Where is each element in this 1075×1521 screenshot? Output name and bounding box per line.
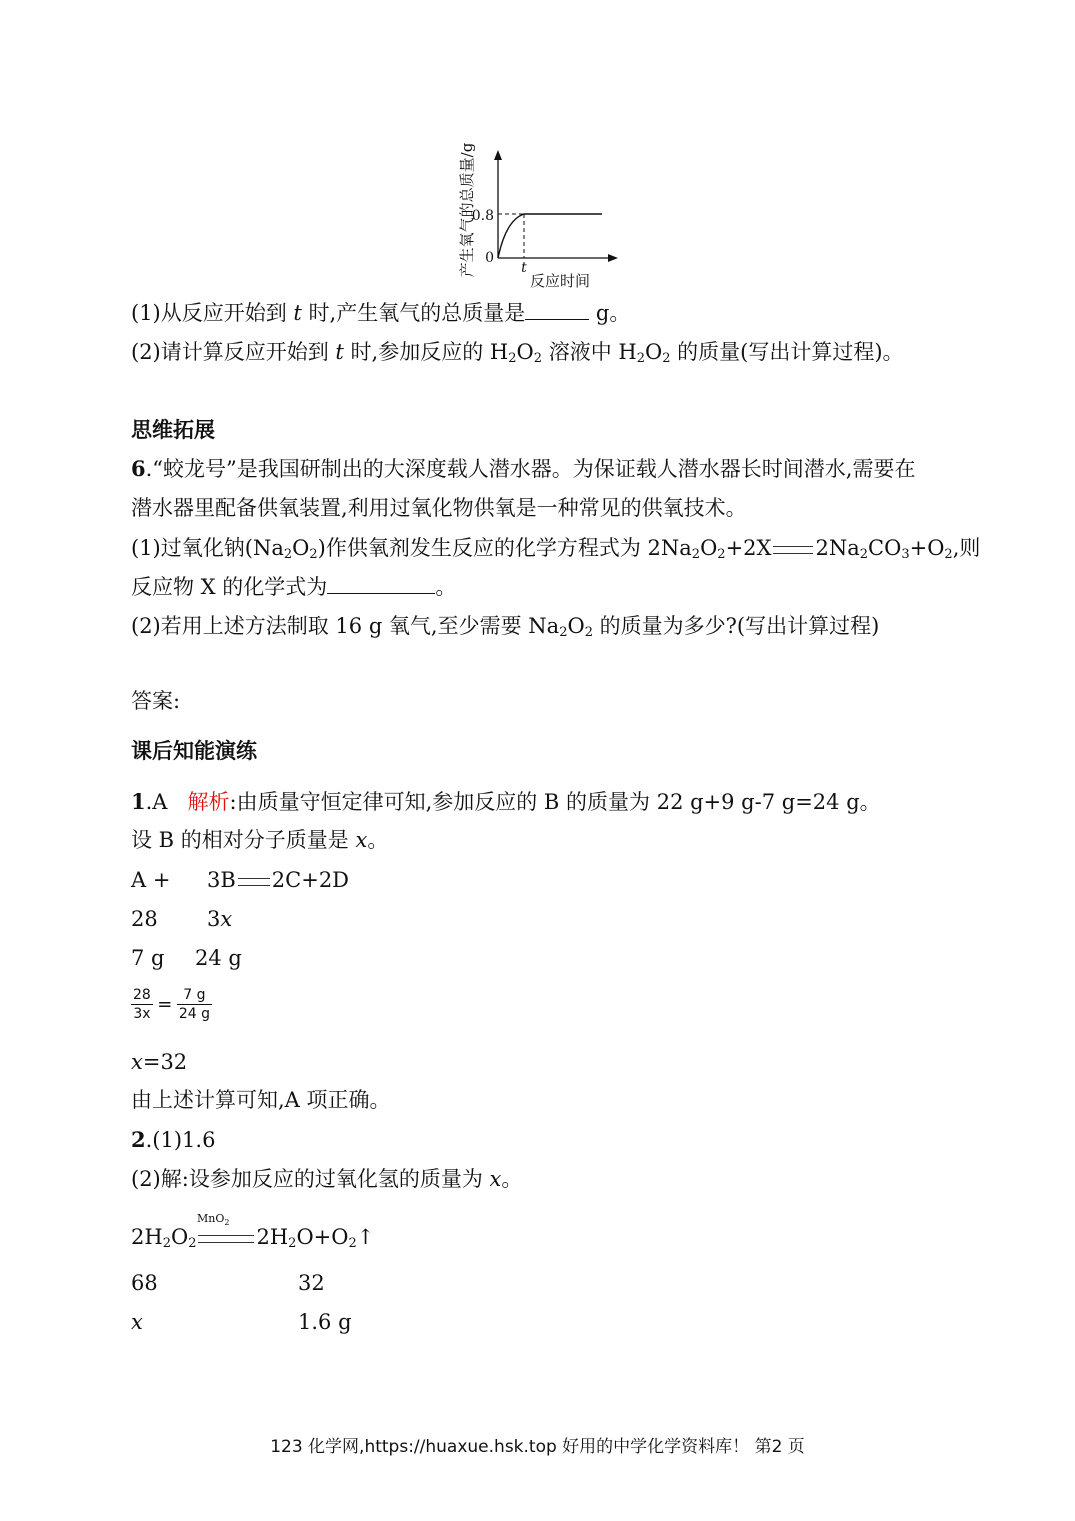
equation-equals [198,1235,254,1243]
chart-y-arrow [494,150,502,160]
answers-label: 答案: [131,689,181,713]
section-title-after-class: 课后知能演练 [131,738,257,763]
oxygen-mass-chart [440,130,640,290]
q6-part1: (1)过氧化钠$(Na_2O_2)$作供氧剂发生反应的化学方程式为 $2Na_2O_2+2X$ $2Na_2CO_3+O_2$,则 [131,536,981,562]
page-footer: 123 化学网,https://huaxue.hsk.top 好用的中学化学资料库！ 第2 页 [270,1437,805,1457]
chart-x-arrow [608,254,618,262]
a2-ratio-row1: 68 32 [131,1271,325,1295]
a2-catalyst-label: MnO$_2$ [197,1212,230,1227]
a2-part2: (2)解:设参加反应的过氧化氢的质量为 x。 [131,1167,523,1191]
q6-part2: (2)若用上述方法制取 16 g 氧气,至少需要 $Na_2O_2$ 的质量为多少?(写出计算过程) [131,614,880,640]
q6-part1-line2: 反应物 X 的化学式为 。 [131,575,457,599]
equation-equals [773,546,813,554]
a1-fraction: $\frac{28}{3x}$ = $\frac{7 g}{24 g}$ [133,987,210,1022]
section-title-thinking: 思维拓展 [131,417,215,442]
chart-xtick-t: t [521,260,527,276]
q5-part1: (1)从反应开始到 t 时,产生氧气的总质量是 g。 [131,301,631,325]
equation-equals [238,878,270,886]
a1-line1: 1.A 解析:由质量守恒定律可知,参加反应的 B 的质量为 22 g+9 g-7 g=24 g。 [131,789,881,814]
a1-conclusion: 由上述计算可知,A 项正确。 [131,1088,391,1112]
answer-blank[interactable] [327,573,435,594]
a1-equation: A + 3B 2C+2D [131,868,350,892]
chart-ytick-0.8: 0.8 [471,208,494,224]
q5-part2: (2)请计算反应开始到 t 时,参加反应的 $H_2O_2$ 溶液中 $H_2O_2$ 的质量(写出计算过程)。 [131,340,904,366]
q6-line1: 6.“蛟龙号”是我国研制出的大深度载人潜水器。为保证载人潜水器长时间潜水,需要在 [131,456,916,481]
a1-ratio-row1: 28 3x [131,907,233,931]
a2-ratio-row2: x 1.6 g [131,1310,352,1334]
answer-blank[interactable] [525,299,589,320]
chart-origin-label: 0 [485,250,494,266]
a2-part1: 2.(1)1.6 [131,1127,216,1152]
a1-ratio-row2: 7 g 24 g [131,946,242,970]
chart-series-line [498,214,602,258]
a2-equation: $2H_2O_2$ $2H_2O+O_2↑$ [131,1225,375,1251]
q6-line2: 潜水器里配备供氧装置,利用过氧化物供氧是一种常见的供氧技术。 [131,496,747,520]
chart-ylabel: 产生氧气的总质量/g [458,142,476,278]
a1-line2: 设 B 的相对分子质量是 x。 [131,828,389,852]
a1-result: x=32 [131,1050,188,1074]
chart-xlabel: 反应时间 [529,272,591,290]
